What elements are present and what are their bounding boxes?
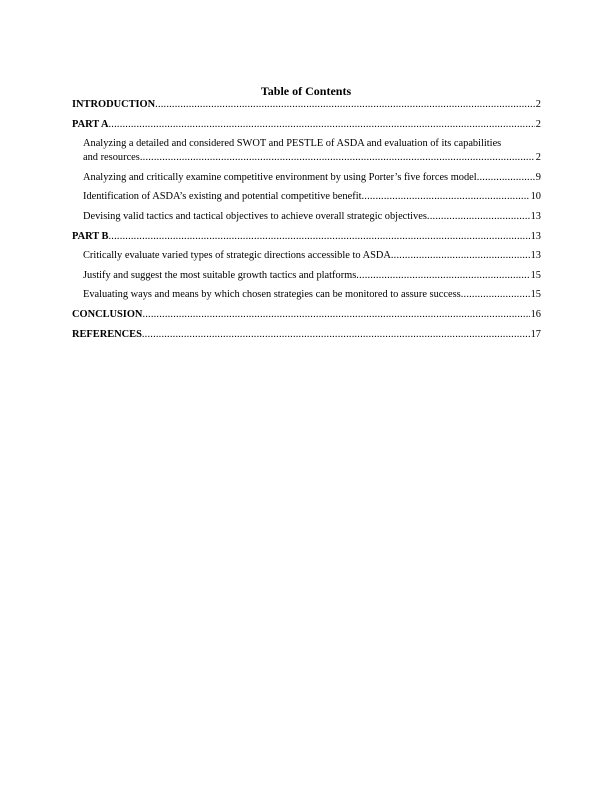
table-of-contents <box>72 98 541 347</box>
page-number: 2 <box>535 99 541 110</box>
entry-title-line-1: Analyzing a detailed and considered SWOT and PESTLE of ASDA and evaluation of its capabilities <box>83 138 502 150</box>
entry-title: Analyzing and critically examine competitive environment by using Porter’s five forces model <box>83 171 477 183</box>
page-number: 17 <box>530 328 541 340</box>
page-number: 16 <box>530 308 541 320</box>
dot-leader <box>361 190 529 204</box>
entry-title-line-2: and resources <box>83 152 140 164</box>
dot-leader <box>155 98 535 112</box>
page-number: 15 <box>530 289 541 301</box>
page-number: 15 <box>530 269 541 281</box>
toc-entry-monitoring[interactable] <box>72 288 541 302</box>
toc-entry-strategic-directions[interactable] <box>72 249 541 263</box>
entry-title: Critically evaluate varied types of strategic directions accessible to ASDA <box>83 250 391 262</box>
dot-leader <box>477 171 535 185</box>
page-number: 10 <box>530 191 541 203</box>
toc-entry-porter[interactable] <box>72 171 541 185</box>
dot-leader <box>427 210 530 224</box>
dot-leader <box>109 118 535 132</box>
toc-entry-conclusion[interactable] <box>72 308 541 322</box>
toc-entry-competitive-benefit[interactable] <box>72 190 541 204</box>
dot-leader <box>142 328 530 342</box>
toc-entry-part-b[interactable] <box>72 230 541 244</box>
page-number: 2 <box>535 118 541 130</box>
toc-entry-growth-tactics[interactable] <box>72 269 541 283</box>
entry-title: Devising valid tactics and tactical objectives to achieve overall strategic objectives <box>83 210 427 222</box>
page-number: 13 <box>530 250 541 262</box>
toc-entry-references[interactable] <box>72 328 541 342</box>
entry-title: REFERENCES <box>72 328 142 340</box>
page-number: 9 <box>535 171 541 183</box>
entry-title: CONCLUSION <box>72 308 143 320</box>
entry-title: INTRODUCTION <box>72 99 156 110</box>
toc-entry-swot-pestle[interactable] <box>72 137 541 165</box>
entry-title: Justify and suggest the most suitable growth tactics and platforms <box>83 269 357 281</box>
entry-title: PART B <box>72 230 109 242</box>
dot-leader <box>109 230 530 244</box>
entry-title: Evaluating ways and means by which chosen strategies can be monitored to assure success <box>83 289 461 301</box>
page-number: 13 <box>530 210 541 222</box>
page-number: 13 <box>530 230 541 242</box>
entry-title: PART A <box>72 118 109 130</box>
dot-leader <box>142 308 529 322</box>
dot-leader <box>391 249 530 263</box>
toc-entry-introduction[interactable] <box>72 98 541 112</box>
dot-leader <box>356 269 529 283</box>
entry-title: Identification of ASDA’s existing and potential competitive benefit <box>83 191 362 203</box>
dot-leader <box>140 151 535 165</box>
toc-title: Table of Contents <box>260 84 352 98</box>
page-number: 2 <box>535 152 541 164</box>
toc-entry-part-a[interactable] <box>72 118 541 132</box>
toc-entry-tactics[interactable] <box>72 210 541 224</box>
dot-leader <box>461 288 530 302</box>
